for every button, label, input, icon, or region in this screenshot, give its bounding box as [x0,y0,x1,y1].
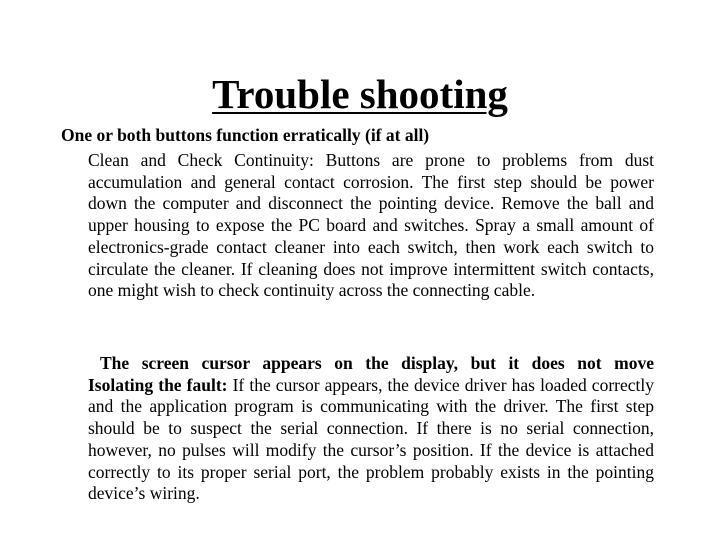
section-body-buttons: Clean and Check Continuity: Buttons are prone to problems from dust accumulation and general contact corrosion. The first step should be power down the computer and disconnect the pointing device. Remove the ball and upper housing to expose the PC board and switches. Spray a small amount of electronics-grade contact cleaner into each switch, then work each switch to circulate the cleaner. If cleaning does not improve intermittent switch contacts, one might wish to check continuity across the connecting cable. [88,150,654,301]
section-body-cursor: If the cursor appears, the device driver has loaded correctly and the application program is communicating with the driver. The first step should be to suspect the serial connection. If there is no serial connection, however, no pulses will modify the cursor’s position. If the device is attached correctly to its proper serial port, the problem probably exists in the pointing device’s wiring. [88,374,654,504]
slide-title: Trouble shooting [212,71,508,117]
section-heading-cursor: The screen cursor appears on the display, but it does not move [100,353,654,373]
section-heading-buttons: One or both buttons function erratically (if at all) [61,125,430,145]
section-lead-label: Isolating the fault: [88,374,228,395]
section-cursor [88,353,654,505]
